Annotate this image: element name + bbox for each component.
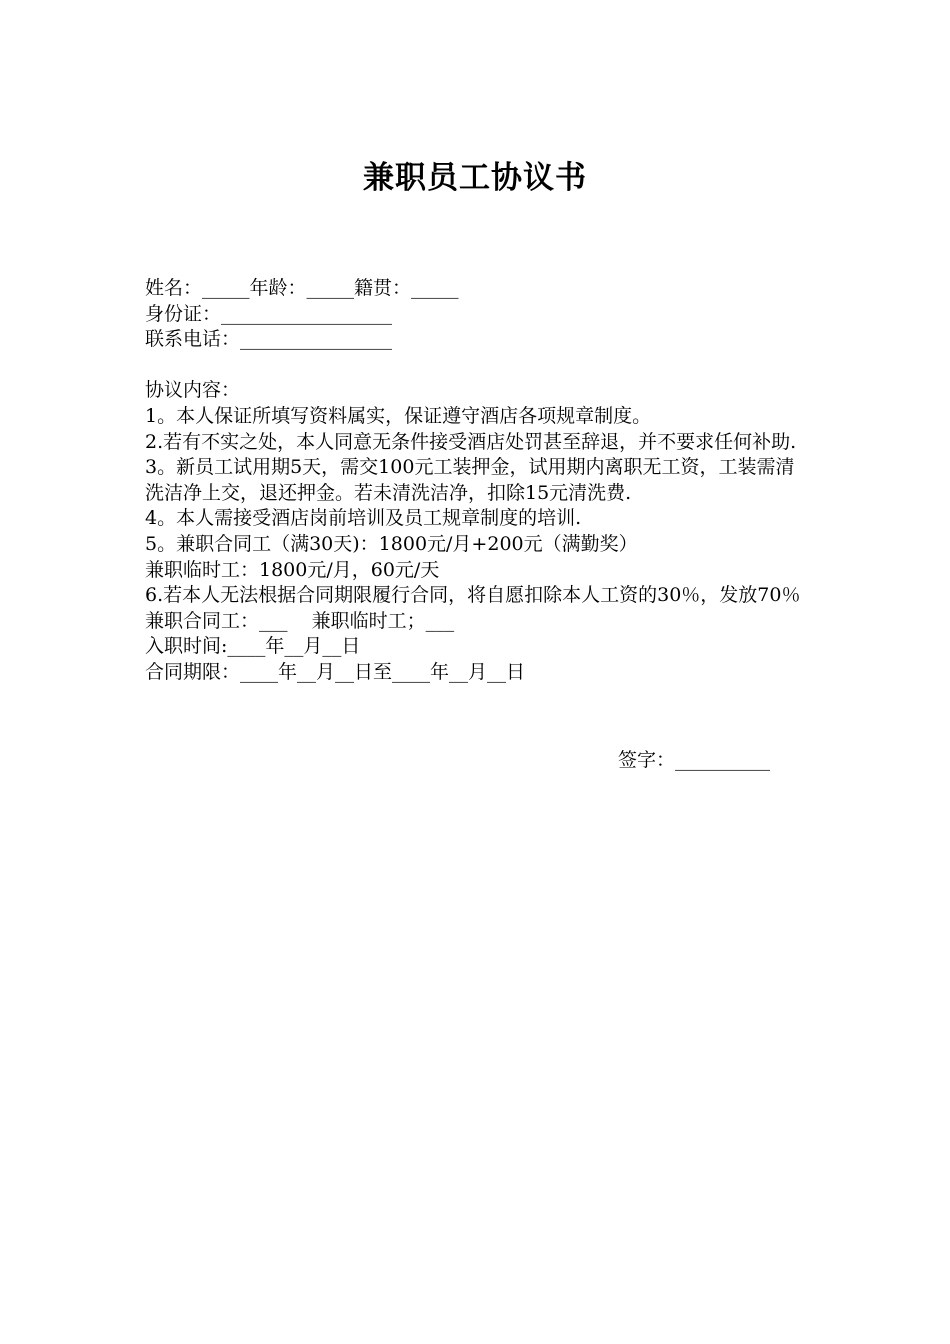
signature-line: 签字：__________ [618,749,771,771]
document-body [145,276,810,686]
document-title: 兼职员工协议书 [363,160,587,196]
personal-info-id-card: 身份证：__________________ [145,302,393,325]
clause-5-temp: 兼职临时工：1800元/月，60元/天 [145,558,440,581]
personal-info-phone: 联系电话：________________ [145,328,393,351]
clause-4: 4。本人需接受酒店岗前培训及员工规章制度的培训. [145,507,582,530]
clause-2: 2.若有不实之处，本人同意无条件接受酒店处罚甚至辞退，并不要求任何补助. [145,430,797,453]
content-heading: 协议内容： [145,379,241,402]
clause-6: 6.若本人无法根据合同期限履行合同，将自愿扣除本人工资的30％，发放70％ [145,584,801,607]
entry-date-line: 入职时间:____年__月__日 [145,635,361,658]
contract-period-line: 合同期限：____年__月__日至____年__月__日 [145,660,526,683]
personal-info-name-age-origin: 姓名：_____年龄：_____籍贯：_____ [145,277,459,299]
clause-5: 5。兼职合同工（满30天)：1800元/月+200元（满勤奖） [145,532,638,555]
type-choice-line: 兼职合同工：___ 兼职临时工；___ [145,609,455,632]
spacer [145,353,810,379]
clause-1: 1。本人保证所填写资料属实，保证遵守酒店各项规章制度。 [145,404,652,427]
clause-3: 3。新员工试用期5天，需交100元工装押金，试用期内离职无工资，工装需清洗洁净上交，退还押金。若未清洗洁净，扣除15元清洗费. [145,456,795,504]
